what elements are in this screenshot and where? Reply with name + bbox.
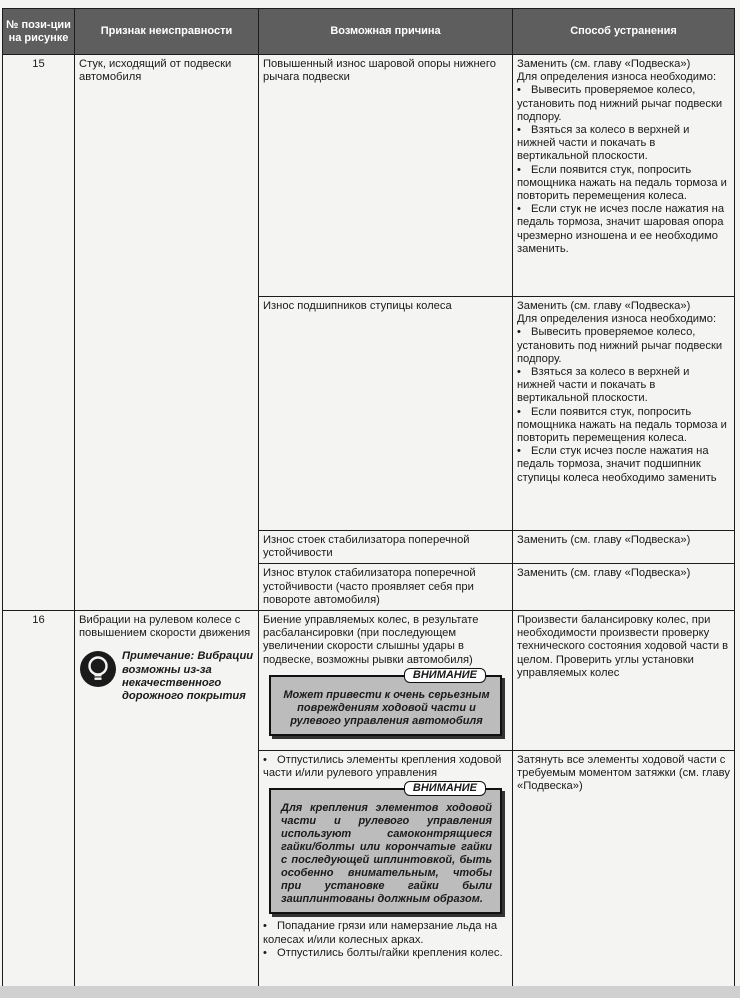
- remedy-cell: [513, 55, 735, 297]
- table-header-row: [3, 9, 735, 55]
- remedy-step: • Если появится стук, попросить помощника нажать на педаль тормоза и повторить перемещения колеса.: [517, 405, 727, 445]
- header-remedy: Способ устранения: [513, 9, 735, 55]
- lightbulb-icon: [79, 650, 117, 688]
- symptom-cell: Стук, исходящий от подвески автомобиля: [75, 55, 259, 611]
- remedy-cell: Затянуть все элементы ходовой части с требуемым моментом затяжки (см. главу «Подвеска»): [513, 751, 735, 987]
- symptom-text: Вибрации на рулевом колесе с повышением скорости движения: [79, 614, 251, 640]
- remedy-lead: Для определения износа необходимо:: [517, 313, 717, 326]
- row-number: 15: [3, 55, 75, 611]
- warning-box: [269, 782, 502, 914]
- remedy-step: • Вывесить проверяемое колесо, установить под нижний рычаг подвески подпору.: [517, 84, 723, 123]
- cause-text: Биение управляемых колес, в результате расбалансировки (при последующем увеличении скорости слышны удары в подвеске, возможны рывки автомобиля): [263, 614, 479, 666]
- cause-cell: [259, 611, 513, 751]
- malfunction-table: [2, 8, 735, 987]
- table-row: [3, 55, 735, 297]
- row-number: 16: [3, 611, 75, 987]
- warning-title: ВНИМАНИЕ: [404, 781, 486, 796]
- remedy-cell: Заменить (см. главу «Подвеска»): [513, 531, 735, 564]
- warning-text: Может привести к очень серьезным повреждениям ходовой части и рулевого управления автомобиля: [283, 688, 490, 727]
- cause-text: • Попадание грязи или намерзание льда на колесах и/или колесных арках.: [263, 920, 498, 946]
- warning-text: Для крепления элементов ходовой части и рулевого управления используют самоконтрящиеся гайки/болты или корончатые гайки с последующей шплинтовкой, быть особенно внимательным, чтобы при установке гайки были зашплинтованы должным образом.: [281, 802, 492, 906]
- table-row: [3, 611, 735, 751]
- remedy-step: • Если стук исчез после нажатия на педаль тормоза, значит подшипник ступицы колеса необходимо заменить: [517, 445, 717, 484]
- remedy-step: • Если стук не исчез после нажатия на педаль тормоза, значит шаровая опора чрезмерно изношена и ее необходимо заменить.: [517, 203, 725, 255]
- cause-cell: Износ стоек стабилизатора поперечной устойчивости: [259, 531, 513, 564]
- remedy-intro: Заменить (см. главу «Подвеска»): [517, 58, 691, 70]
- cause-text: • Отпустились болты/гайки крепления колес.: [263, 946, 503, 959]
- cause-text: • Отпустились элементы крепления ходовой части и/или рулевого управления: [263, 754, 502, 780]
- remedy-step: • Вывесить проверяемое колесо, установить под нижний рычаг подвески подпору.: [517, 326, 723, 365]
- header-position: № пози-ции на рисунке: [3, 9, 75, 55]
- warning-title: ВНИМАНИЕ: [404, 668, 486, 683]
- header-symptom: Признак неисправности: [75, 9, 259, 55]
- cause-cell: Износ втулок стабилизатора поперечной устойчивости (часто проявляет себя при повороте автомобиля): [259, 564, 513, 611]
- note-text: Примечание: Вибрации возможны из-за некачественного дорожного покрытия: [122, 650, 254, 703]
- remedy-intro: Заменить (см. главу «Подвеска»): [517, 300, 691, 312]
- page-bottom-edge: [0, 986, 740, 998]
- cause-cell: [259, 751, 513, 987]
- remedy-step: • Если появится стук, попросить помощника нажать на педаль тормоза и повторить перемещения колеса.: [517, 163, 727, 203]
- remedy-lead: Для определения износа необходимо:: [517, 71, 717, 84]
- header-cause: Возможная причина: [259, 9, 513, 55]
- warning-box: [269, 668, 502, 736]
- remedy-cell: Заменить (см. главу «Подвеска»): [513, 564, 735, 611]
- cause-cell: Износ подшипников ступицы колеса: [259, 297, 513, 531]
- remedy-step: • Взяться за колесо в верхней и нижней части и покачать в вертикальной плоскости.: [517, 366, 690, 405]
- remedy-cell: [513, 297, 735, 531]
- cause-cell: Повышенный износ шаровой опоры нижнего рычага подвески: [259, 55, 513, 297]
- remedy-cell: Произвести балансировку колес, при необходимости произвести проверку технического состояния ходовой части в целом. Проверить углы установки управляемых колес: [513, 611, 735, 751]
- note-block: [79, 650, 254, 703]
- remedy-step: • Взяться за колесо в верхней и нижней части и покачать в вертикальной плоскости.: [517, 124, 690, 163]
- symptom-cell: [75, 611, 259, 987]
